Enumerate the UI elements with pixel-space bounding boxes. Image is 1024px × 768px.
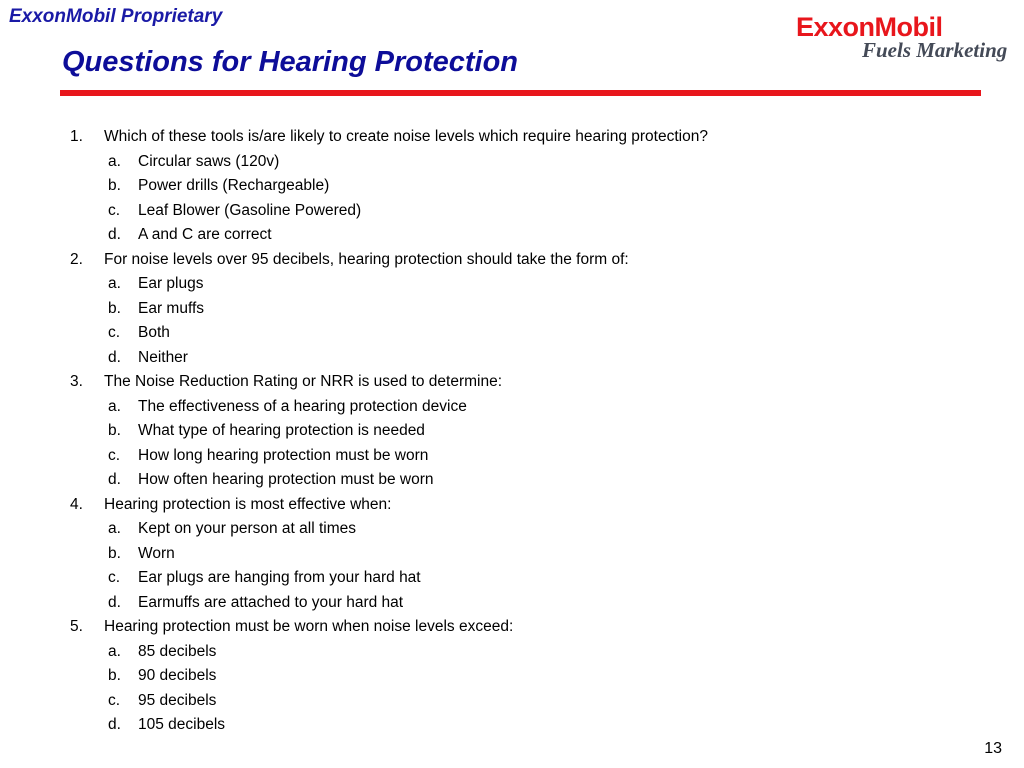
option-letter: b. xyxy=(108,544,121,562)
logo-wordmark: ExxonMobil xyxy=(796,12,943,42)
option-letter: d. xyxy=(108,593,121,611)
option-letter: b. xyxy=(108,667,121,684)
option-text: 85 decibels xyxy=(138,642,217,660)
option-text: Ear muffs xyxy=(138,299,205,317)
option-text: A and C are correct xyxy=(138,226,272,243)
question-text: The Noise Reduction Rating or NRR is used to determine: xyxy=(104,373,503,390)
option-text: How long hearing protection must be worn xyxy=(138,446,429,464)
question-number: 2. xyxy=(70,250,83,268)
question-text: Which of these tools is/are likely to create noise levels which require hearing protection? xyxy=(104,128,708,145)
option-letter: a. xyxy=(108,275,121,292)
question-number: 3. xyxy=(70,373,83,390)
option-text: Kept on your person at all times xyxy=(138,520,356,537)
question-text: For noise levels over 95 decibels, hearing protection should take the form of: xyxy=(104,250,629,268)
option-letter: b. xyxy=(108,299,121,317)
option-letter: a. xyxy=(108,397,121,415)
option-letter: a. xyxy=(108,520,121,537)
title-divider xyxy=(60,90,981,96)
exxonmobil-logo xyxy=(796,12,1006,64)
option-letter: a. xyxy=(108,152,121,170)
option-letter: c. xyxy=(108,324,121,341)
option-text: The effectiveness of a hearing protection device xyxy=(138,397,467,415)
option-text: Power drills (Rechargeable) xyxy=(138,177,330,194)
page-number: 13 xyxy=(984,740,1002,757)
option-text: 105 decibels xyxy=(138,716,226,733)
question-text: Hearing protection is most effective when: xyxy=(104,495,392,513)
option-text: Worn xyxy=(138,544,175,562)
option-letter: c. xyxy=(108,691,121,709)
option-text: Leaf Blower (Gasoline Powered) xyxy=(138,201,362,219)
question-number: 5. xyxy=(70,618,83,635)
option-text: 95 decibels xyxy=(138,691,217,709)
option-text: Circular saws (120v) xyxy=(138,152,280,170)
proprietary-label: ExxonMobil Proprietary xyxy=(9,6,223,27)
option-letter: c. xyxy=(108,201,121,219)
option-text: How often hearing protection must be worn xyxy=(138,471,434,488)
question-number: 4. xyxy=(70,495,83,513)
option-text: Earmuffs are attached to your hard hat xyxy=(138,593,404,611)
option-text: Neither xyxy=(138,348,188,366)
question-text: Hearing protection must be worn when noise levels exceed: xyxy=(104,618,514,635)
option-text: Ear plugs are hanging from your hard hat xyxy=(138,569,421,586)
logo-subtitle: Fuels Marketing xyxy=(862,38,1008,62)
question-number: 1. xyxy=(70,128,83,145)
option-letter: a. xyxy=(108,642,121,660)
option-letter: d. xyxy=(108,471,121,488)
option-text: 90 decibels xyxy=(138,667,217,684)
option-letter: c. xyxy=(108,569,121,586)
option-text: What type of hearing protection is needed xyxy=(138,422,425,439)
option-letter: c. xyxy=(108,446,121,464)
option-letter: d. xyxy=(108,716,121,733)
option-letter: b. xyxy=(108,177,121,194)
option-text: Ear plugs xyxy=(138,275,204,292)
slide-title: Questions for Hearing Protection xyxy=(62,46,518,78)
option-text: Both xyxy=(138,324,170,341)
option-letter: d. xyxy=(108,348,121,366)
option-letter: d. xyxy=(108,226,121,243)
option-letter: b. xyxy=(108,422,121,439)
